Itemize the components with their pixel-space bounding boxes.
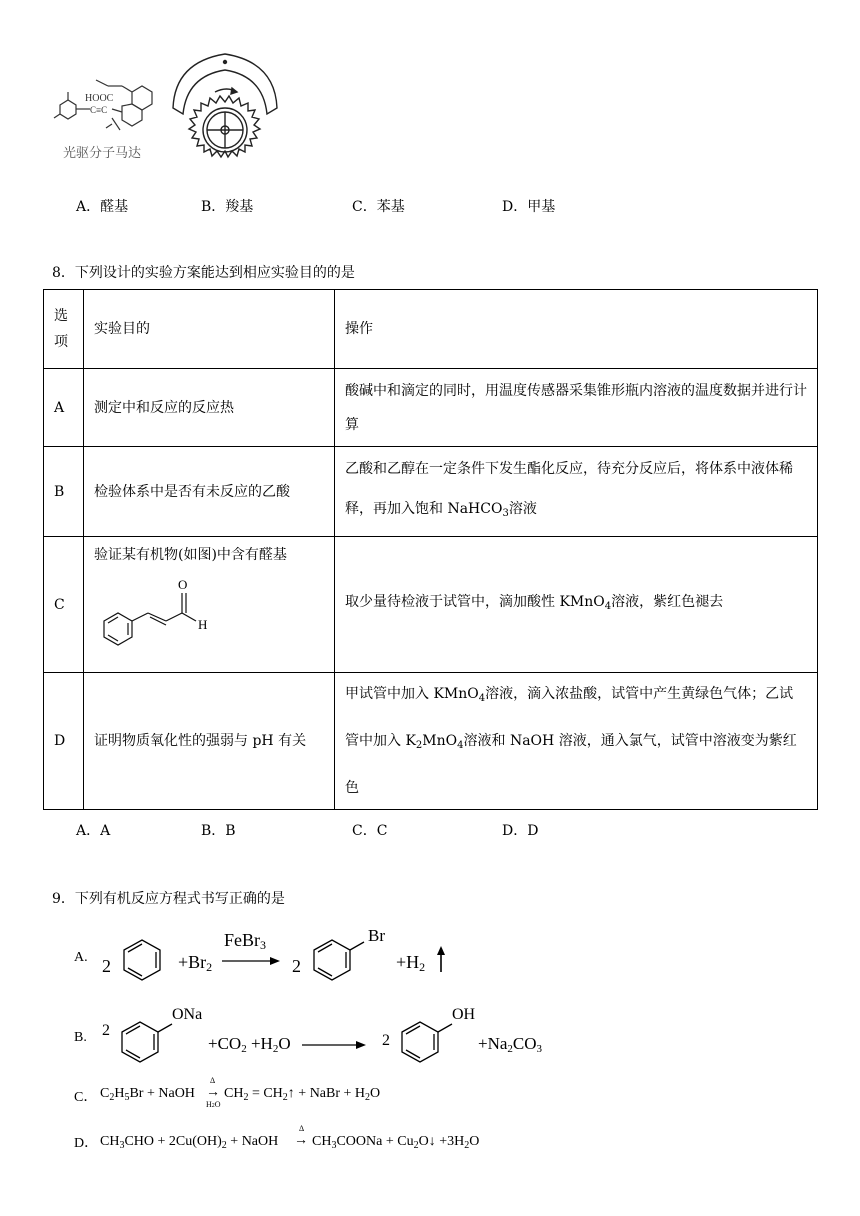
q8-option-c[interactable]: C．C: [352, 823, 388, 839]
q9-option-b[interactable]: B. 2 ONa $+CO_2 +H_2O$ 2 OH $+Na_2CO_3$: [74, 1004, 574, 1068]
q9-title: 9．下列有机反应方程式书写正确的是: [52, 891, 285, 907]
reaction-arrow-icon: [222, 956, 280, 966]
q8-option-b[interactable]: B．B: [201, 823, 236, 839]
q7-option-d[interactable]: D．甲基: [502, 199, 556, 215]
row-operation: 乙酸和乙醇在一定条件下发生酯化反应，待充分反应后，将体系中液体稀释，再加入饱和 NaHCO$_3$溶液: [335, 447, 818, 537]
row-goal: 验证某有机物(如图)中含有醛基: [94, 547, 287, 563]
q9-option-d[interactable]: D． $CH_3CHO + 2Cu(OH)_2$ + NaOH Δ → $CH_3COONa$ + $Cu_2O↓ +3H_2O$: [74, 1124, 480, 1151]
hooc-label: HOOC: [85, 93, 114, 104]
table-header-row: [44, 290, 818, 369]
row-operation: 酸碱中和滴定的同时，用温度传感器采集锥形瓶内溶液的温度数据并进行计算: [335, 369, 818, 447]
q8-option-a[interactable]: A．A: [76, 823, 111, 839]
aldehyde-h-label: H: [198, 617, 208, 632]
molecular-motor-structure: [50, 72, 160, 142]
gas-arrow-icon: [436, 946, 446, 972]
header-operation: 操作: [335, 290, 818, 369]
table-row: [44, 369, 818, 447]
aldehyde-o-label: O: [178, 577, 188, 592]
arrow-glyph: →: [294, 1133, 308, 1148]
q9-option-a[interactable]: A. 2 $+Br_2$ FeBr$_3$ 2 Br $+H_2$: [74, 926, 474, 986]
table-row: [44, 673, 818, 810]
experiment-table: [43, 289, 818, 810]
table-row: [44, 447, 818, 537]
gear-motor-illustration: [165, 50, 285, 180]
row-operation: 取少量待检液于试管中，滴加酸性 KMnO$_4$溶液，紫红色褪去: [335, 537, 818, 673]
alkyne-label: C≡C: [90, 105, 108, 115]
row-option: C: [44, 537, 84, 673]
cinnamaldehyde-structure: [94, 571, 234, 651]
q8-options: [0, 820, 860, 840]
q7-option-c[interactable]: C．苯基: [352, 199, 405, 215]
header-option: 选项: [44, 290, 84, 369]
arrow-glyph: →: [206, 1085, 220, 1100]
q7-option-b[interactable]: B．羧基: [201, 199, 254, 215]
row-option: D: [44, 673, 84, 810]
row-goal: 证明物质氧化性的强弱与 pH 有关: [84, 673, 335, 810]
benzene-ring-icon: [120, 936, 164, 984]
table-row: [44, 537, 818, 673]
reaction-arrow-icon: [302, 1040, 366, 1050]
row-goal: 测定中和反应的反应热: [84, 369, 335, 447]
q7-option-a[interactable]: A．醛基: [76, 199, 129, 215]
q8-title: 8．下列设计的实验方案能达到相应实验目的的是: [52, 265, 355, 281]
q8-option-d[interactable]: D．D: [502, 823, 539, 839]
row-goal: 检验体系中是否有未反应的乙酸: [84, 447, 335, 537]
figure-caption: 光驱分子马达: [63, 146, 142, 161]
header-goal: 实验目的: [84, 290, 335, 369]
row-goal-with-structure: [84, 537, 335, 673]
precipitate-arrow-glyph: ↓: [428, 1134, 436, 1149]
gas-arrow-glyph: ↑: [287, 1086, 295, 1101]
q9-option-c[interactable]: C． $C_2H_5Br$ + NaOH Δ → H2O $CH_2$ = $CH_2↑$ + NaBr + $H_2O$: [74, 1076, 381, 1109]
row-option: A: [44, 369, 84, 447]
q7-options: [0, 196, 860, 216]
row-option: B: [44, 447, 84, 537]
row-operation: 甲试管中加入 KMnO$_4$溶液，滴入浓盐酸，试管中产生黄绿色气体；乙试管中加入 $K_2MnO_4$溶液和 NaOH 溶液，通入氯气，试管中溶液变为紫红色: [335, 673, 818, 810]
